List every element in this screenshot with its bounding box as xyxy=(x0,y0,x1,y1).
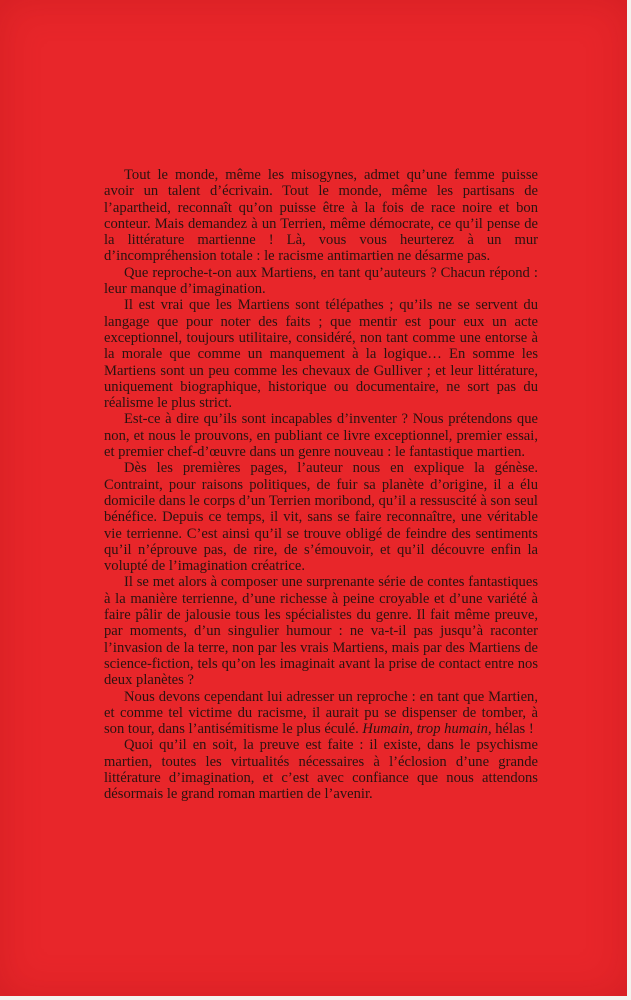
blurb-paragraph-7-tail: , hélas ! xyxy=(487,721,534,738)
paper-edge-right xyxy=(627,0,631,1000)
blurb-paragraph-1: Tout le monde, même les misogynes, admet qu’une femme puisse avoir un talent d’écrivain. Tout le monde, même les partisans de l’apartheid, reconnaît qu’on puisse être à la fois de race noire et bon conteur. Mais demandez à un Terrien, même démocrate, ce qu’il pense de la littérature martienne ! Là, vous vous heurterez à un mur d’incompréhension totale : le racisme antimartien ne désarme pas. xyxy=(104,167,538,265)
blurb-paragraph-5: Dès les premières pages, l’auteur nous en explique la génèse. Contraint, pour raisons politiques, de fuir sa planète d’origine, il a élu domicile dans le corps d’un Terrien moribond, qu’il a ressuscité à son seul bénéfice. Depuis ce temps, il vit, sans se faire reconnaître, une véritable vie terrienne. C’est ainsi qu’il se trouve obligé de feindre des sentiments qu’il n’éprouve pas, de rire, de s’émouvoir, et qu’il découvre enfin la volupté de l’imagination créatrice. xyxy=(104,460,538,575)
blurb-paragraph-6: Il se met alors à composer une surprenante série de contes fantastiques à la manière terrienne, d’une richesse à peine croyable et d’une variété à faire pâlir de jalousie tous les spécialistes du genre. Il fait même preuve, par moments, d’un singulier humour : ne va-t-il pas jusqu’à raconter l’invasion de la terre, non par les vrais Martiens, mais par des Martiens de science-fiction, tels qu’on les imaginait avant la prise de contact entre nos deux planètes ? xyxy=(104,574,538,689)
blurb-paragraph-7 xyxy=(104,689,538,738)
blurb-paragraph-7-text: Nous devons cependant lui adresser un reproche : en tant que Martien, et comme tel victime du racisme, il aurait pu se dispenser de tomber, à son tour, dans l’antisémitisme le plus éculé. xyxy=(104,688,538,738)
paper-edge-bottom xyxy=(0,996,631,1000)
blurb-paragraph-2: Que reproche-t-on aux Martiens, en tant qu’auteurs ? Chacun répond : leur manque d’imagination. xyxy=(104,264,538,298)
blurb-emphasis: Humain, trop humain xyxy=(362,721,488,738)
blurb-closing-paragraph: Quoi qu’il en soit, la preuve est faite : il existe, dans le psychisme martien, toutes les virtualités nécessaires à l’éclosion d’une grande littérature d’imagination, et c’est avec confiance que nous attendons désormais le grand roman martien de l’avenir. xyxy=(104,737,538,803)
blurb-paragraph-3: Il est vrai que les Martiens sont télépathes ; qu’ils ne se servent du langage que pour noter des faits ; que mentir est pour eux un acte exceptionnel, toujours utilitaire, considéré, non tant comme une entorse à la morale que comme un manquement à la logique… En somme les Martiens sont un peu comme les chevaux de Gulliver ; et leur littérature, uniquement biographique, historique ou documentaire, ne sort pas du réalisme le plus strict. xyxy=(104,297,538,412)
blurb-text xyxy=(104,167,538,803)
blurb-paragraph-4: Est-ce à dire qu’ils sont incapables d’inventer ? Nous prétendons que non, et nous le prouvons, en publiant ce livre exceptionnel, premier essai, et premier chef-d’œuvre dans un genre nouveau : le fantastique martien. xyxy=(104,411,538,461)
